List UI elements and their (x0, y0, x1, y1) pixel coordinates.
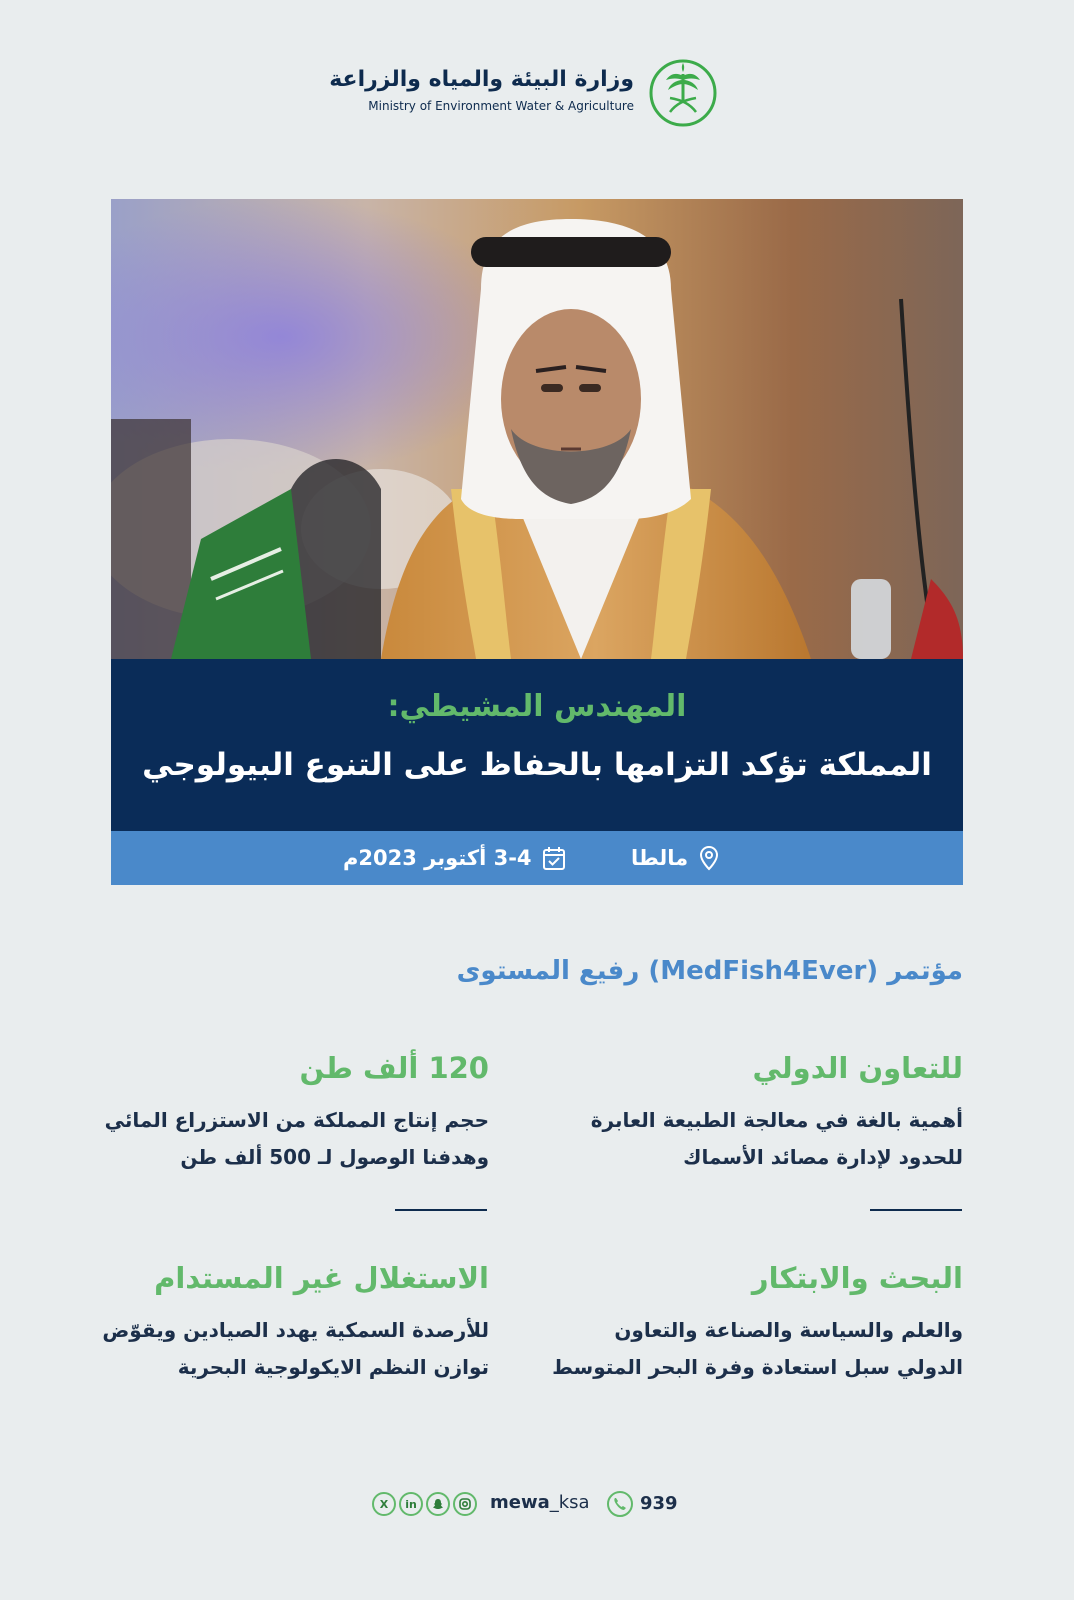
handle-bold: mewa (490, 1492, 550, 1513)
speaker-name: المهندس المشيطي: (387, 689, 687, 724)
ministry-name-ar: وزارة البيئة والمياه والزراعة (329, 67, 634, 92)
ministry-name-en: Ministry of Environment Water & Agriculture (368, 99, 634, 113)
location-text: مالطا (631, 846, 689, 870)
fact-card-research (543, 1258, 963, 1386)
divider (870, 1209, 962, 1211)
headline: المملكة تؤكد التزامها بالحفاظ على التنوع البيولوجي (142, 747, 932, 783)
fact-card-cooperation (543, 1048, 963, 1176)
event-info-bar (111, 831, 963, 885)
official-portrait-photo (111, 199, 963, 659)
fact-card-body: حجم إنتاج المملكة من الاستزراع المائي وهدفنا الوصول لـ 500 ألف طن (104, 1108, 489, 1169)
x-icon[interactable] (372, 1492, 396, 1516)
phone-number[interactable]: 939 (640, 1493, 678, 1514)
x-glyph: X (379, 1497, 389, 1511)
fact-card-body: والعلم والسياسة والصناعة والتعاون الدولي سبل استعادة وفرة البحر المتوسط (552, 1318, 963, 1379)
snapchat-glyph (432, 1498, 444, 1510)
location-pin-icon (698, 845, 720, 871)
palm-swords-emblem-icon (648, 58, 718, 128)
instagram-icon[interactable] (453, 1492, 477, 1516)
handle-rest: _ksa (549, 1492, 590, 1513)
footer-contacts (372, 1488, 702, 1522)
fact-card-title: الاستغلال غير المستدام (154, 1261, 489, 1295)
fact-card-exploitation (69, 1258, 489, 1386)
divider (395, 1209, 487, 1211)
fact-card-title: للتعاون الدولي (752, 1051, 963, 1085)
date-text: 3-4 أكتوبر 2023م (343, 846, 532, 870)
fact-card-production (69, 1048, 489, 1176)
conference-title: مؤتمر (MedFish4Ever) رفيع المستوى (456, 956, 963, 986)
event-date (343, 831, 566, 885)
linkedin-glyph: in (405, 1497, 417, 1511)
calendar-check-icon (542, 845, 566, 871)
snapchat-icon[interactable] (426, 1492, 450, 1516)
social-handle[interactable] (490, 1492, 590, 1513)
event-location (631, 831, 720, 885)
ministry-name (329, 66, 634, 114)
ministry-logo (329, 58, 718, 130)
fact-card-body: للأرصدة السمكية يهدد الصيادين ويقوّض توازن النظم الايكولوجية البحرية (102, 1318, 489, 1379)
fact-card-title: 120 ألف طن (299, 1051, 489, 1085)
fact-card-body: أهمية بالغة في معالجة الطبيعة العابرة للحدود لإدارة مصائد الأسماك (590, 1108, 963, 1169)
linkedin-icon[interactable] (399, 1492, 423, 1516)
phone-icon (606, 1490, 634, 1518)
instagram-glyph (459, 1498, 471, 1510)
fact-card-title: البحث والابتكار (751, 1261, 963, 1295)
title-band (111, 659, 963, 831)
